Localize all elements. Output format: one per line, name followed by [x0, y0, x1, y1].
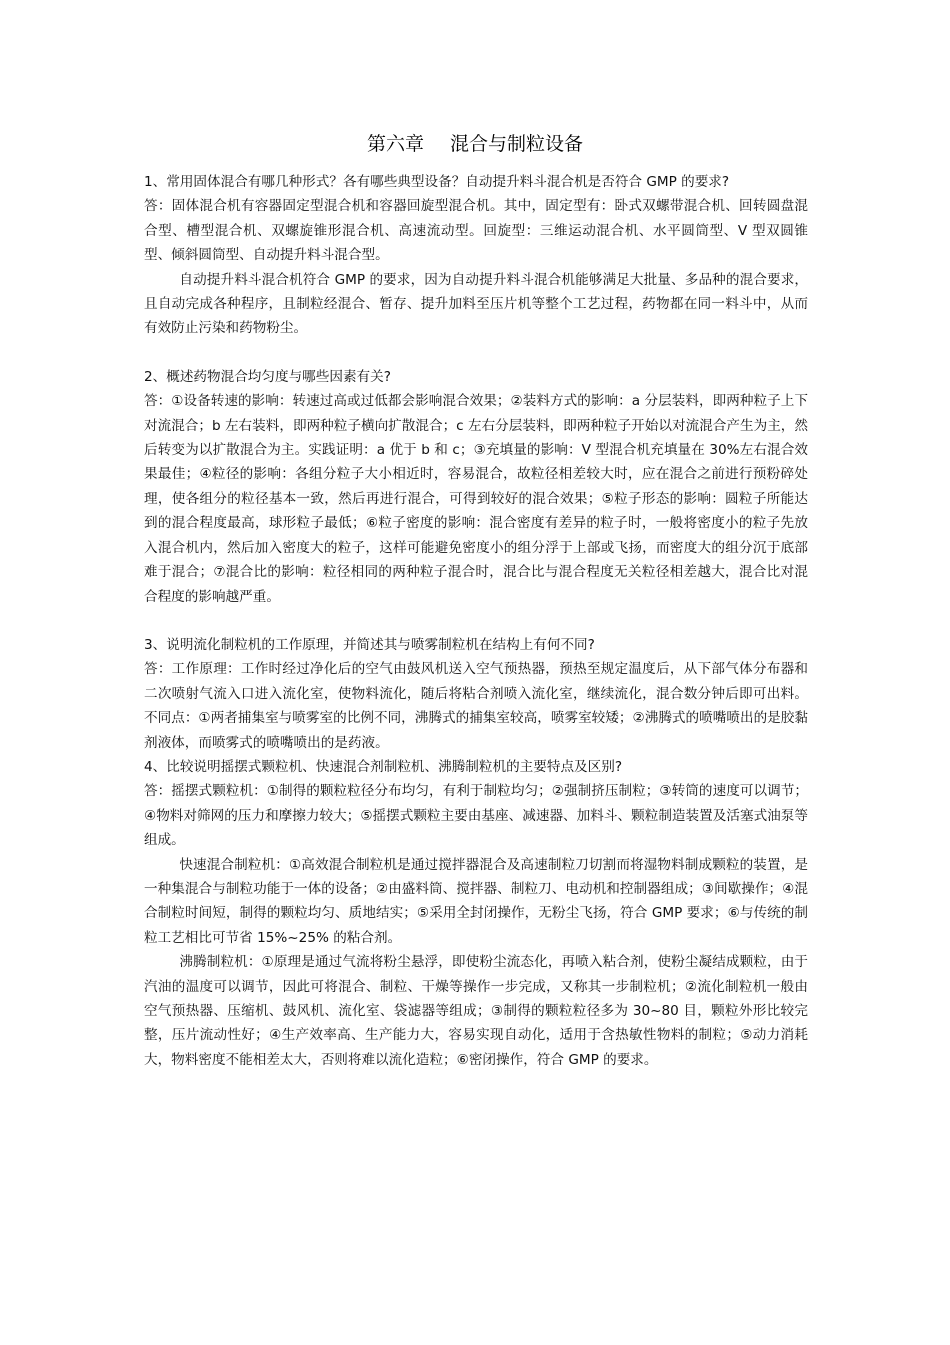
document-body — [144, 170, 808, 1072]
question-2: 2、概述药物混合均匀度与哪些因素有关? — [144, 368, 391, 385]
answer-1: 答：固体混合机有容器固定型混合机和容器回旋型混合机。其中，固定型有：卧式双螺带混合机、回转圆盘混合型、槽型混合机、双螺旋锥形混合机、高速流动型。回旋型：三维运动混合机、水平圆筒型、V 型双圆锥型、倾斜圆筒型、自动提升料斗混合型。 — [144, 198, 808, 264]
chapter-name: 混合与制粒设备 — [450, 133, 584, 155]
question-3: 3、说明流化制粒机的工作原理，并简述其与喷雾制粒机在结构上有何不同? — [144, 636, 595, 653]
section-spacer — [144, 341, 808, 365]
chapter-title — [0, 131, 950, 157]
question-4: 4、比较说明摇摆式颗粒机、快速混合剂制粒机、沸腾制粒机的主要特点及区别? — [144, 758, 623, 775]
answer-1-paragraph-2: 自动提升料斗混合机符合 GMP 的要求，因为自动提升料斗混合机能够满足大批量、多品种的混合要求，且自动完成各种程序，且制粒经混合、暂存、提升加料至压片机等整个工艺过程，药物都在同一料斗中，从而有效防止污染和药物粉尘。 — [144, 271, 808, 337]
answer-3: 答：工作原理：工作时经过净化后的空气由鼓风机送入空气预热器，预热至规定温度后，从下部气体分布器和二次喷射气流入口进入流化室，使物料流化，随后将粘合剂喷入流化室，继续流化，混合数分钟后即可出料。不同点：①两者捕集室与喷雾室的比例不同，沸腾式的捕集室较高，喷雾室较矮；②沸腾式的喷嘴喷出的是胶黏剂液体，而喷雾式的喷嘴喷出的是药液。 — [144, 661, 808, 751]
chapter-number: 第六章 — [366, 133, 424, 155]
answer-4: 答：摇摆式颗粒机：①制得的颗粒粒径分布均匀，有利于制粒均匀；②强制挤压制粒；③转筒的速度可以调节；④物料对筛网的压力和摩擦力较大；⑤摇摆式颗粒主要由基座、减速器、加料斗、颗粒制造装置及活塞式油泵等组成。 — [144, 783, 808, 849]
answer-4-paragraph-3: 沸腾制粒机：①原理是通过气流将粉尘悬浮，即使粉尘流态化，再喷入粘合剂，使粉尘凝结成颗粒，由于汽油的温度可以调节，因此可将混合、制粒、干燥等操作一步完成，又称其一步制粒机；②流化制粒机一般由空气预热器、压缩机、鼓风机、流化室、袋滤器等组成；③制得的颗粒粒径多为 30~80 目，颗粒外形比较完整，压片流动性好；④生产效率高、生产能力大，容易实现自动化，适用于含热敏性物料的制粒；⑤动力消耗大，物料密度不能相差太大，否则将难以流化造粒；⑥密闭操作，符合 GMP 的要求。 — [144, 954, 808, 1068]
answer-2: 答：①设备转速的影响：转速过高或过低都会影响混合效果；②装料方式的影响：a 分层装料，即两种粒子上下对流混合；b 左右装料，即两种粒子横向扩散混合；c 左右分层装料，即两种粒子开始以对流混合产生为主，然后转变为以扩散混合为主。实践证明：a 优于 b 和 c；③充填量的影响：V 型混合机充填量在 30%左右混合效果最佳；④粒径的影响：各组分粒子大小相近时，容易混合，故粒径相差较大时，应在混合之前进行预粉碎处理，使各组分的粒径基本一致，然后再进行混合，可得到较好的混合效果；⑤粒子形态的影响：圆粒子所能达到的混合程度最高，球形粒子最低；⑥粒子密度的影响：混合密度有差异的粒子时，一般将密度小的粒子先放入混合机内，然后加入密度大的粒子，这样可能避免密度小的组分浮于上部或飞扬，而密度大的组分沉于底部难于混合；⑦混合比的影响：粒径相同的两种粒子混合时，混合比与混合程度无关粒径相差越大，混合比对混合程度的影响越严重。 — [144, 393, 808, 605]
section-spacer — [144, 609, 808, 633]
answer-4-paragraph-2: 快速混合制粒机：①高效混合制粒机是通过搅拌器混合及高速制粒刀切割而将湿物料制成颗粒的装置，是一种集混合与制粒功能于一体的设备；②由盛料筒、搅拌器、制粒刀、电动机和控制器组成；③间歇操作；④混合制粒时间短，制得的颗粒均匀、质地结实；⑤采用全封闭操作，无粉尘飞扬，符合 GMP 要求；⑥与传统的制粒工艺相比可节省 15%~25% 的粘合剂。 — [144, 856, 808, 946]
question-1: 1、常用固体混合有哪几种形式？各有哪些典型设备？自动提升料斗混合机是否符合 GMP 的要求? — [144, 174, 730, 190]
